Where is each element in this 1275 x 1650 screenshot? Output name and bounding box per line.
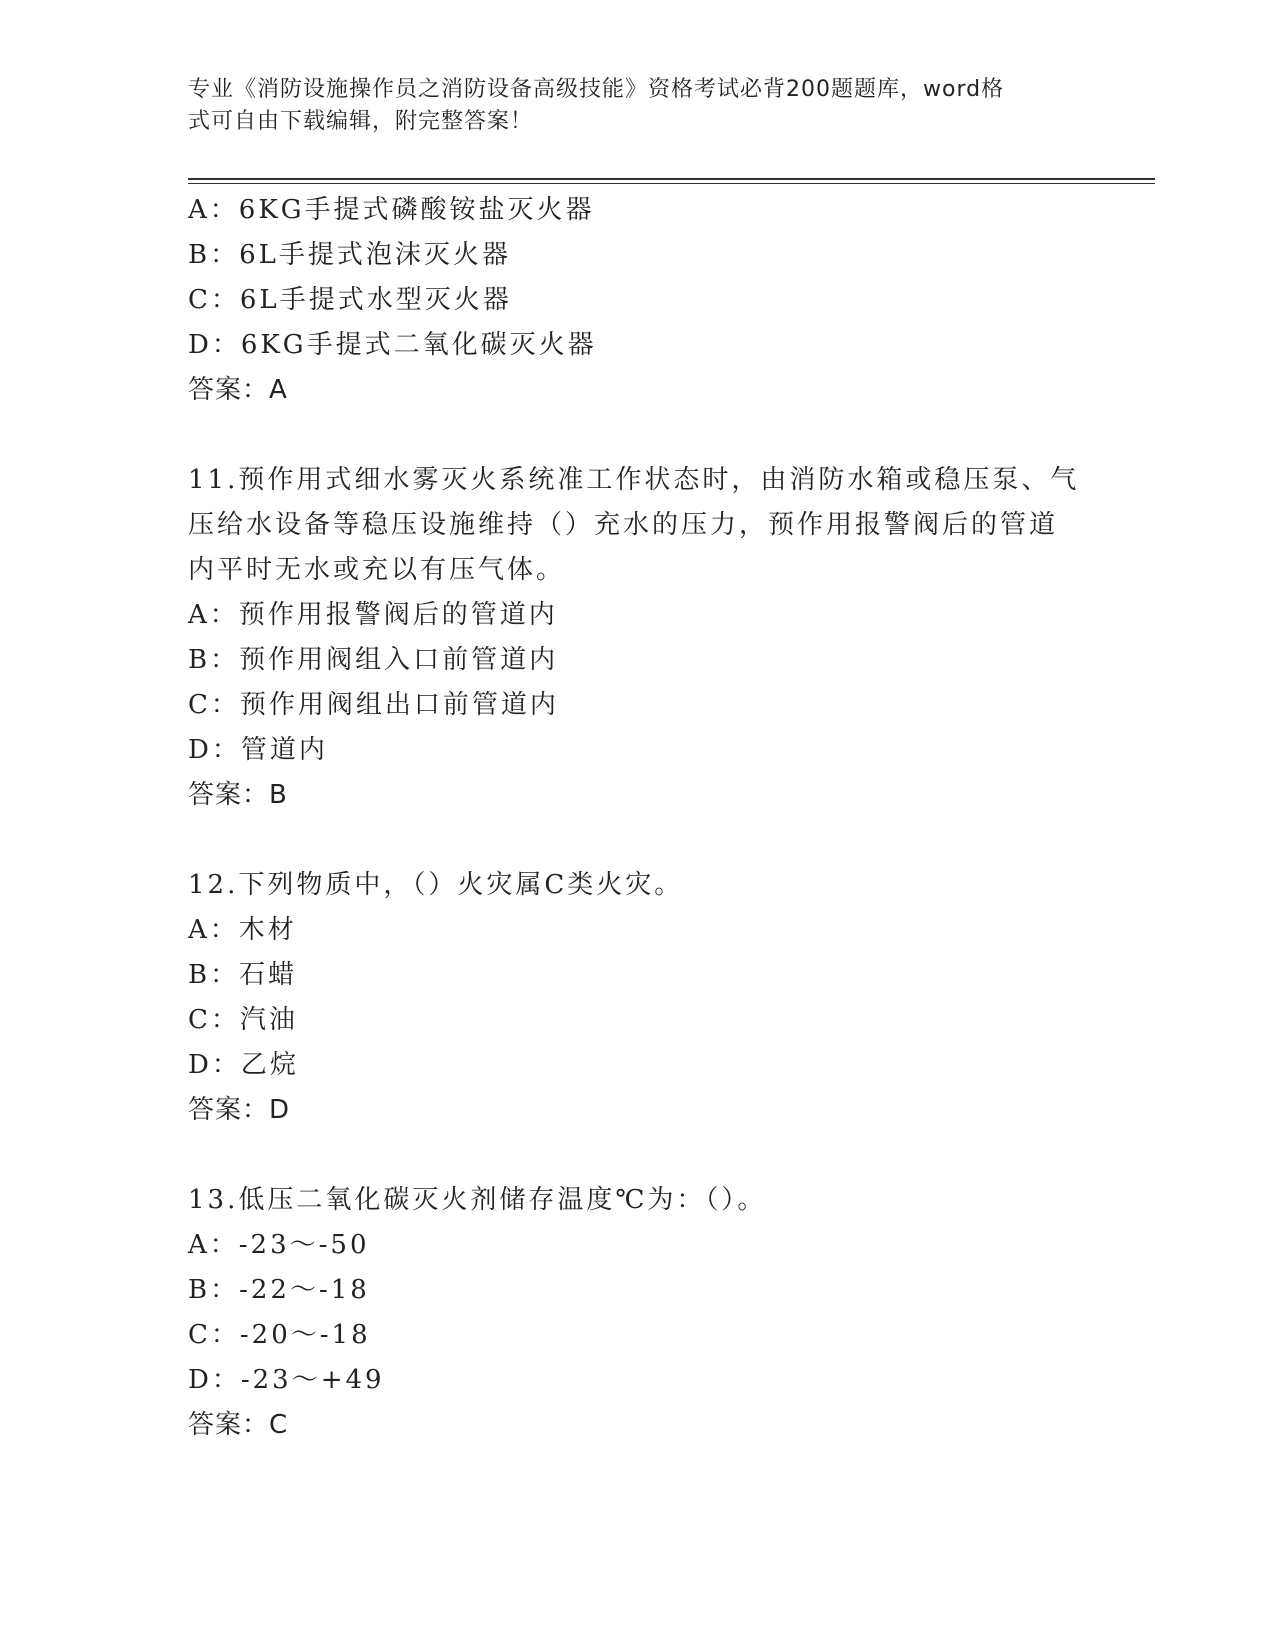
q13-answer: 答案：C: [188, 1410, 289, 1440]
q12-option-b: B：石蜡: [188, 960, 298, 990]
q10-answer: 答案：A: [188, 375, 288, 405]
q10-option-b: B：6L手提式泡沫灭火器: [188, 240, 511, 270]
document-header: [188, 74, 1068, 138]
q13-option-b: B：-22～-18: [188, 1275, 370, 1305]
q11-stem-line-1: 11.预作用式细水雾灭火系统准工作状态时，由消防水箱或稳压泵、气: [188, 465, 1080, 495]
q12-stem-line-1: 12.下列物质中，（）火灾属C类火灾。: [188, 870, 684, 900]
q11-option-b: B：预作用阀组入口前管道内: [188, 645, 559, 675]
q11-stem-line-3: 内平时无水或充以有压气体。: [188, 555, 566, 585]
q11-option-a: A：预作用报警阀后的管道内: [188, 600, 558, 630]
q12-option-c: C：汽油: [188, 1005, 298, 1035]
q12-option-a: A：木材: [188, 915, 297, 945]
header-line-2: 式可自由下载编辑，附完整答案！: [188, 109, 534, 134]
q10-option-d: D：6KG手提式二氧化碳灭火器: [188, 330, 597, 360]
q13-option-a: A：-23～-50: [188, 1230, 370, 1260]
q11-option-d: D：管道内: [188, 735, 328, 765]
q11-answer: 答案：B: [188, 780, 288, 810]
header-divider-thin: [188, 183, 1155, 184]
q12-answer: 答案：D: [188, 1095, 291, 1125]
q10-option-a: A：6KG手提式磷酸铵盐灭火器: [188, 195, 595, 225]
q11-stem-line-2: 压给水设备等稳压设施维持（）充水的压力，预作用报警阀后的管道: [188, 510, 1059, 540]
q13-option-d: D：-23～+49: [188, 1365, 385, 1395]
header-line-1: 专业《消防设施操作员之消防设备高级技能》资格考试必背200题题库，word格: [188, 77, 1005, 102]
q13-stem-line-1: 13.低压二氧化碳灭火剂储存温度℃为：（）。: [188, 1185, 767, 1215]
q13-option-c: C：-20～-18: [188, 1320, 371, 1350]
q12-option-d: D：乙烷: [188, 1050, 299, 1080]
q10-option-c: C：6L手提式水型灭火器: [188, 285, 512, 315]
q11-option-c: C：预作用阀组出口前管道内: [188, 690, 559, 720]
header-divider-thick: [188, 178, 1155, 180]
